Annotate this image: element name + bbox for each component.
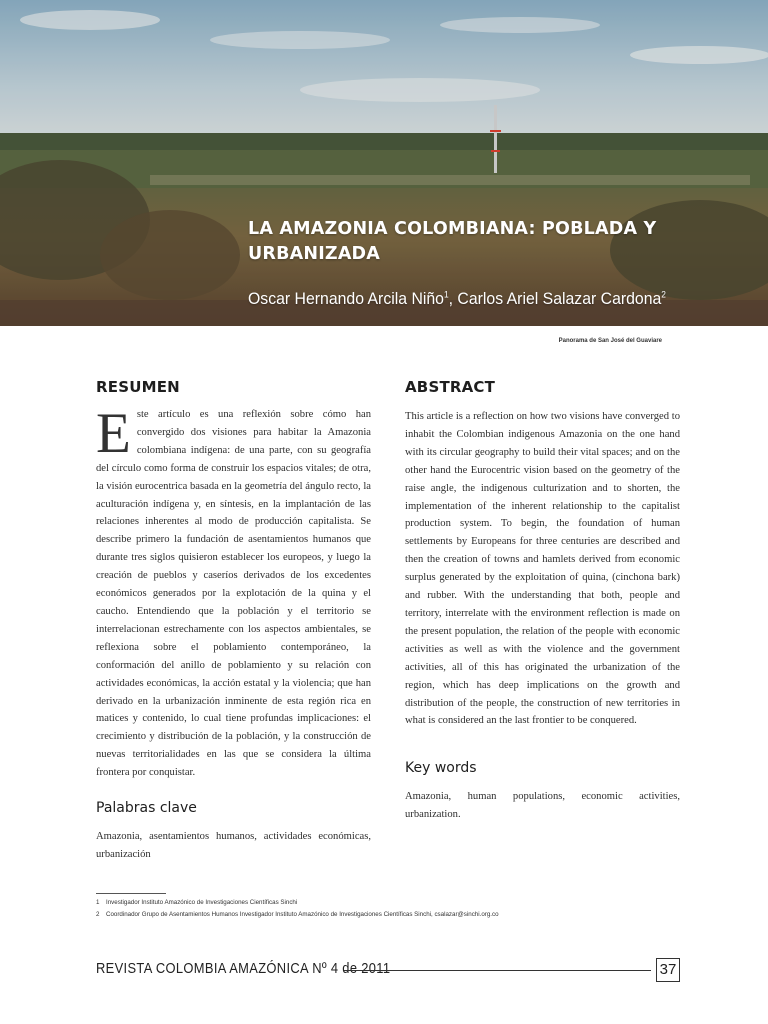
author-1: Oscar Hernando Arcila Niño xyxy=(248,289,444,308)
photo-caption: Panorama de San José del Guaviare xyxy=(558,338,662,344)
authors xyxy=(248,289,713,309)
footnote-rule xyxy=(96,893,166,894)
footnote-2-text: Coordinador Grupo de Asentamientos Humanos Investigador Instituto Amazónico de Investigaciones Científicas Sinchi, csalazar@sinchi.org.co xyxy=(106,910,499,918)
footnote-1 xyxy=(96,897,656,909)
footnote-1-number: 1 xyxy=(96,899,100,906)
abstract-text: This article is a reflection on how two visions have converged to inhabit the Colombian indigenous Amazonia on the one hand with its circular geography to build their vital spaces; and on the other hand the Eurocentric vision based on the geometry of the raise angle, the indigenous culturization and to shorten, the implementation of the inherent relationship to the capitalist production system. To begin, the foundation of human settlements by Europeans for three centuries are described and then the creation of towns and hamlets derived from economic surplus generated by the exploitation of quina, (cinchona bark) and rubber. With the understanding that both, people and territory, interrelate with the environment reflection is made on the present population, the relation of the people with economic activities as well as with the violence and the government activities, all of this has originated the urbanization of the region, which has deep implications on the growth and distribution of the people, the construction of new territories in what is considered an the last frontier to be conquered. xyxy=(405,411,680,727)
footnote-2-number: 2 xyxy=(96,910,100,918)
author-2-note: 2 xyxy=(661,289,666,300)
author-separator: , xyxy=(448,289,458,308)
hero-photo xyxy=(0,0,768,326)
author-1-note: 1 xyxy=(443,289,449,300)
title-line-1: LA AMAZONIA COLOMBIANA: POBLADA Y xyxy=(248,219,657,239)
abstract-heading: ABSTRACT xyxy=(405,378,496,396)
article-title xyxy=(248,217,708,267)
right-column xyxy=(405,378,680,824)
left-column xyxy=(96,378,371,864)
footnote-1-text: Investigador Instituto Amazónico de Investigaciones Científicas Sinchi xyxy=(106,899,298,906)
palabras-clave-text: Amazonia, asentamientos humanos, actividades económicas, urbanización xyxy=(96,831,371,860)
palabras-clave-heading: Palabras clave xyxy=(96,800,197,817)
author-2: Carlos Ariel Salazar Cardona xyxy=(457,289,662,308)
landscape-photo xyxy=(0,0,768,326)
journal-name: REVISTA COLOMBIA AMAZÓNICA Nº 4 de 2011 xyxy=(96,960,391,977)
resumen-text xyxy=(96,402,371,782)
footer-rule xyxy=(344,970,651,971)
resumen-body: ste artículo es una reflexión sobre cómo han convergido dos visiones para habitar la Amazonia colombiana indígena: de una parte, con su geografía del círculo como forma de construir los espacios vitales; de otra, la visión eurocentrica basada en la geometría del ángulo recto, la aculturación indígena y, en síntesis, en la implantación de las relaciones inherentes al modo de producción capitalista. Se describe primero la fundación de asentamientos humanos que durante tres siglos quisieron establecer los europeos, y luego la creación de pueblos y caseríos derivados de los excedentes económicos generados por la explotación de la quina y el caucho. Entendiendo que la población y el territorio se interrelacionan estrechamente con los aspectos ambientales, se reflexiona sobre el poblamiento contemporáneo, la conformación del anillo de poblamiento y su relación con actividades económicas, la acción estatal y la violencia; que han derivado en la urbanización inminente de esta región rica en matices y contenido, lo cual tiene profundas implicaciones: el crecimiento y distribución de la población, y la construcción de nuevas territorialidades en las que se considera la última frontera por conquistar. xyxy=(96,409,371,779)
footnote-2 xyxy=(96,909,656,921)
page-footer xyxy=(96,958,681,984)
page-number: 37 xyxy=(656,958,680,982)
title-line-2: URBANIZADA xyxy=(248,244,381,264)
dropcap: E xyxy=(96,402,131,465)
resumen-heading: RESUMEN xyxy=(96,378,180,396)
key-words-text: Amazonia, human populations, economic activities, urbanization. xyxy=(405,791,680,821)
footnotes xyxy=(96,897,656,920)
key-words-heading: Key words xyxy=(405,760,477,777)
